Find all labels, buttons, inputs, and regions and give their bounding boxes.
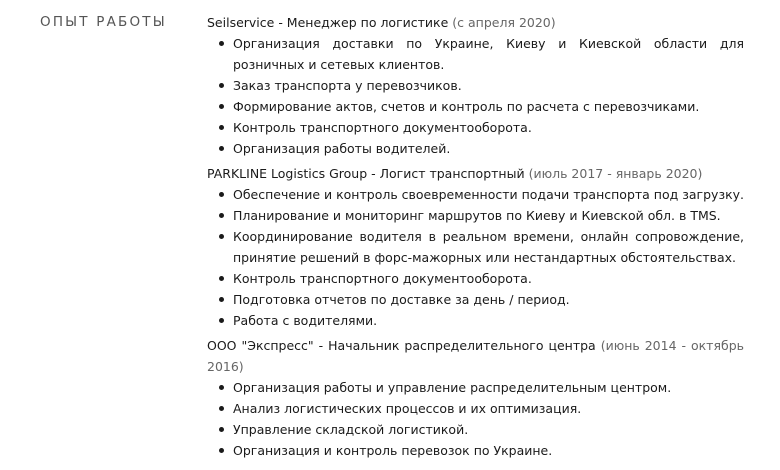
job-period: (с апреля 2020) — [452, 15, 556, 30]
duty-item: Организация работы водителей. — [207, 138, 744, 159]
duty-item: Анализ логистических процессов и их оптимизация. — [207, 398, 744, 419]
duty-item: Планирование и мониторинг маршрутов по Киеву и Киевской обл. в TMS. — [207, 205, 744, 226]
duty-item: Организация работы и управление распределительным центром. — [207, 377, 744, 398]
duty-item: Организация и контроль перевозок по Украине. — [207, 440, 744, 461]
job-header — [207, 335, 744, 377]
job-entry — [207, 163, 744, 331]
experience-list — [207, 12, 744, 465]
job-title: Seilservice - Менеджер по логистике — [207, 15, 449, 30]
duty-item: Организация доставки по Украине, Киеву и Киевской области для розничных и сетевых клиентов. — [207, 33, 744, 75]
duty-item: Координирование водителя в реальном времени, онлайн сопровождение, принятие решений в форс-мажорных или нестандартных обстоятельствах. — [207, 226, 744, 268]
job-duties — [207, 33, 744, 159]
job-period: (июль 2017 - январь 2020) — [528, 166, 703, 181]
duty-item: Подготовка отчетов по доставке за день / период. — [207, 289, 744, 310]
job-title: ООО "Экспресс" - Начальник распределительного центра — [207, 338, 596, 353]
job-header — [207, 163, 744, 184]
section-title: ОПЫТ РАБОТЫ — [40, 14, 167, 30]
job-title: PARKLINE Logistics Group - Логист транспортный — [207, 166, 525, 181]
duty-item: Контроль транспортного документооборота. — [207, 117, 744, 138]
job-duties — [207, 377, 744, 461]
job-duties — [207, 184, 744, 331]
job-entry — [207, 335, 744, 461]
duty-item: Контроль транспортного документооборота. — [207, 268, 744, 289]
duty-item: Формирование актов, счетов и контроль по расчета с перевозчиками. — [207, 96, 744, 117]
job-period: (июнь 2014 - октябрь 2016) — [207, 338, 744, 374]
job-header — [207, 12, 744, 33]
duty-item: Управление складской логистикой. — [207, 419, 744, 440]
duty-item: Заказ транспорта у перевозчиков. — [207, 75, 744, 96]
duty-item: Обеспечение и контроль своевременности подачи транспорта под загрузку. — [207, 184, 744, 205]
duty-item: Работа с водителями. — [207, 310, 744, 331]
job-entry — [207, 12, 744, 159]
